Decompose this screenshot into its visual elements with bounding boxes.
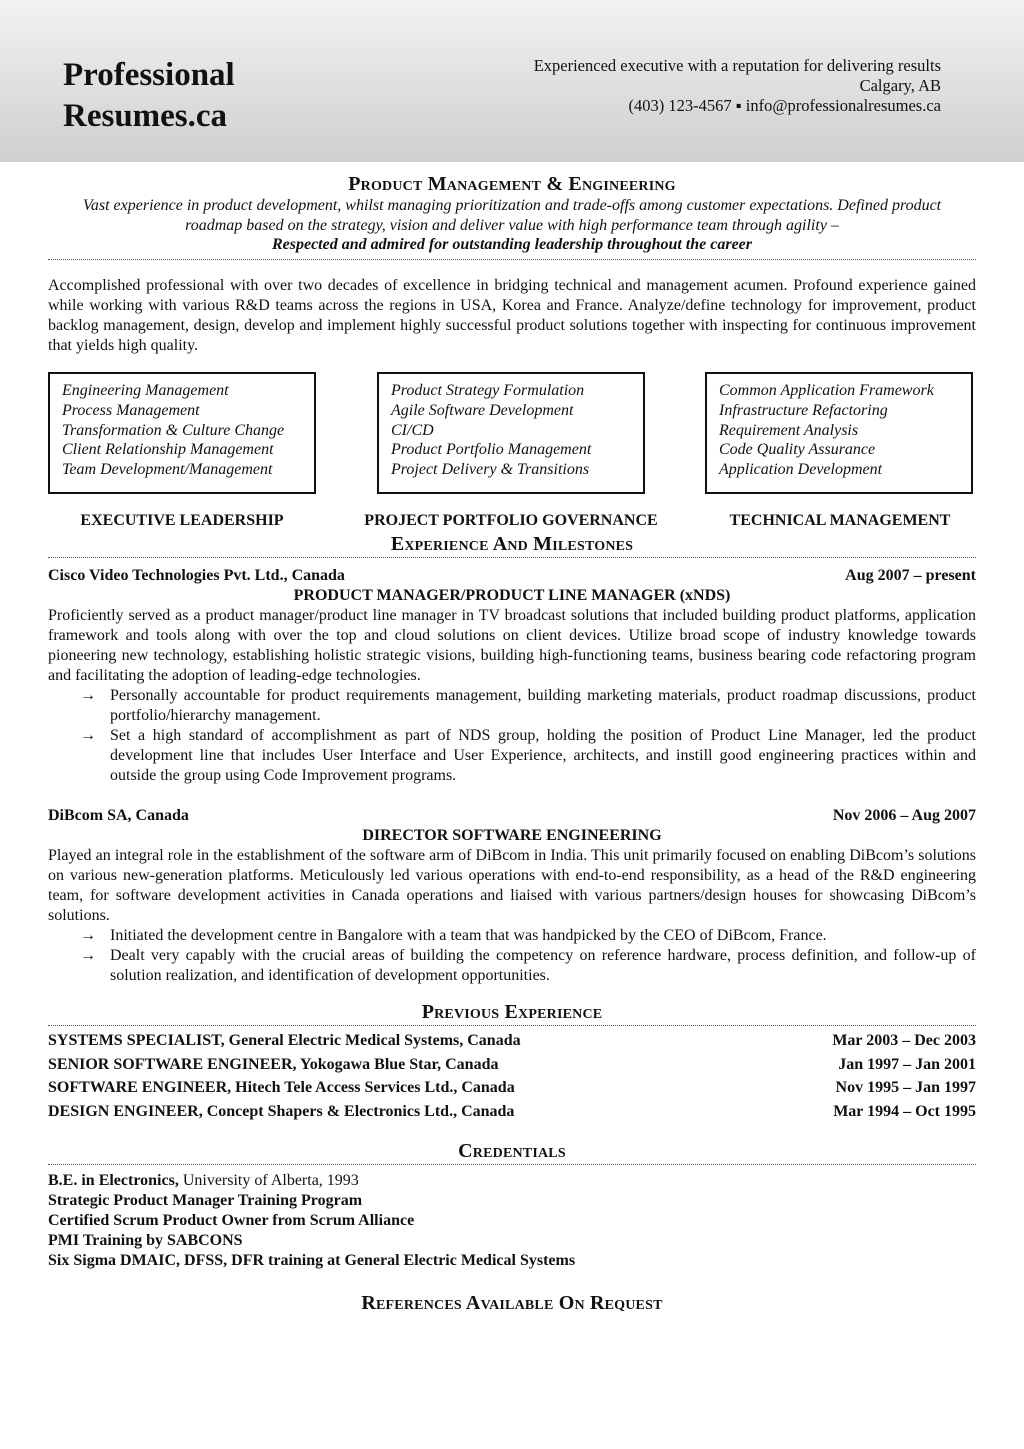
skill-item: Common Application Framework	[719, 382, 934, 399]
job-company: Cisco Video Technologies Pvt. Ltd., Canada	[48, 567, 345, 584]
previous-heading: Previous Experience	[421, 1001, 603, 1023]
skill-item: Client Relationship Management	[62, 441, 274, 459]
skill-box-label-portfolio: PROJECT PORTFOLIO GOVERNANCE	[364, 512, 658, 529]
credential-item: Strategic Product Manager Training Program	[48, 1192, 363, 1209]
skill-item: Infrastructure Refactoring	[719, 401, 888, 419]
skill-item: Product Portfolio Management	[391, 441, 592, 459]
job-role: DIRECTOR SOFTWARE ENGINEERING	[362, 827, 662, 844]
skill-box-technical	[705, 372, 973, 494]
header-band	[0, 0, 1024, 162]
page-title: Product Management & Engineering	[348, 173, 676, 195]
summary-paragraph: Accomplished professional with over two decades of excellence in bridging technical and management acumen. Profound experience gained while working with various R&D teams across the regions in USA, Korea and France. Analyze/define technology for improvement, product backlog management, design, develop and implement highly successful product solutions together with inspecting for continuous improvement that yields high quality.	[48, 277, 976, 354]
skill-item: Product Strategy Formulation	[391, 382, 585, 399]
divider	[48, 1025, 976, 1026]
resume-body	[48, 172, 976, 1315]
skill-item: Engineering Management	[62, 382, 229, 399]
job-description: Played an integral role in the establishment of the software arm of DiBcom in India. This unit primarily focused on enabling DiBcom’s solutions on various new-generation platforms. Meticulously led various operations with end-to-end responsibility, as a head of the R&D engineering team, for software development activities in Canada operations and liaised with various partners/design houses for showcasing DiBcom’s solutions.	[48, 847, 976, 924]
contact-block	[534, 56, 941, 116]
skill-boxes	[48, 372, 976, 532]
skill-box-label-technical: TECHNICAL MANAGEMENT	[729, 512, 951, 529]
previous-row: SYSTEMS SPECIALIST, General Electric Medical Systems, Canada Mar 2003 – Dec 2003	[48, 1032, 976, 1049]
divider	[48, 1164, 976, 1165]
credential-item: PMI Training by SABCONS	[48, 1232, 243, 1249]
credentials-list	[48, 1171, 976, 1271]
skill-item: Project Delivery & Transitions	[391, 461, 590, 479]
divider	[48, 557, 976, 558]
arrow-icon: →	[80, 687, 96, 704]
contact-tagline: Experienced executive with a reputation for delivering results	[533, 56, 941, 75]
title-tagline-bold: Respected and admired for outstanding leadership throughout the career	[271, 236, 753, 253]
skill-box-label-executive: EXECUTIVE LEADERSHIP	[80, 512, 284, 529]
references-note: References Available On Request	[361, 1292, 663, 1314]
skill-box-executive	[48, 372, 316, 494]
skill-item: Application Development	[719, 461, 883, 479]
skill-item: Requirement Analysis	[719, 421, 859, 439]
arrow-icon: →	[80, 927, 96, 944]
job-bullets	[48, 686, 976, 786]
job-bullet: → Set a high standard of accomplishment as part of NDS group, holding the position of Product Line Manager, led the product development line that includes User Interface and User Experience, architects, and instill good engineering practices within and outside the group using Code Improvement programs.	[80, 727, 976, 784]
skill-item: Transformation & Culture Change	[62, 421, 285, 439]
job-bullet: → Dealt very capably with the crucial areas of building the competency on reference hardware, process definition, and follow-up of solution realization, and identification of development opportunities.	[80, 947, 976, 984]
brand-logo-text	[63, 55, 323, 137]
credential-item: Six Sigma DMAIC, DFSS, DFR training at General Electric Medical Systems	[48, 1252, 576, 1269]
title-tagline: Vast experience in product development, whilst managing prioritization and trade-offs among customer expectations. Defined product roadmap based on the strategy, vision and deliver value with high performance team through agility –	[82, 197, 942, 234]
arrow-icon: →	[80, 947, 96, 964]
contact-city: Calgary, AB	[859, 76, 941, 95]
job-bullet: → Initiated the development centre in Bangalore with a team that was handpicked by the CEO of DiBcom, France.	[80, 927, 827, 944]
job-dates: Aug 2007 – present	[845, 567, 976, 584]
experience-heading: Experience And Milestones	[390, 533, 634, 555]
credential-item: Certified Scrum Product Owner from Scrum Alliance	[48, 1212, 415, 1229]
job-role: PRODUCT MANAGER/PRODUCT LINE MANAGER (xNDS)	[293, 587, 731, 604]
job-entry-cisco	[48, 566, 976, 786]
arrow-icon: →	[80, 727, 96, 744]
job-bullet: → Personally accountable for product requirements management, building marketing materials, product roadmap discussions, product portfolio/hierarchy management.	[80, 687, 976, 724]
credentials-heading: Credentials	[458, 1140, 566, 1162]
job-entry-dibcom	[48, 806, 976, 986]
skill-item: Agile Software Development	[391, 401, 574, 419]
job-header	[48, 566, 976, 586]
skill-box-portfolio	[377, 372, 645, 494]
job-dates: Nov 2006 – Aug 2007	[832, 807, 976, 824]
skill-item: Code Quality Assurance	[719, 441, 876, 459]
job-description: Proficiently served as a product manager/product line manager in TV broadcast solutions that included building product platforms, application framework and tools along with over the top and cloud solutions on client devices. Utilize broad scope of industry knowledge towards pioneering new technology, establishing holistic strategic visions, building high-functioning teams, business bearing code refactoring program and facilitating the adoption of leading-edge technologies.	[48, 607, 976, 684]
previous-row: SENIOR SOFTWARE ENGINEER, Yokogawa Blue Star, Canada Jan 1997 – Jan 2001	[48, 1055, 976, 1073]
skill-item: Process Management	[62, 401, 200, 419]
contact-phone-email: (403) 123-4567 ▪ info@professionalresumes.ca	[628, 96, 941, 115]
previous-row: SOFTWARE ENGINEER, Hitech Tele Access Services Ltd., Canada Nov 1995 – Jan 1997	[48, 1079, 976, 1096]
job-header	[48, 806, 976, 826]
divider	[48, 259, 976, 260]
previous-row: DESIGN ENGINEER, Concept Shapers & Electronics Ltd., Canada Mar 1994 – Oct 1995	[48, 1102, 976, 1120]
brand-line-2: Resumes.ca	[63, 98, 228, 134]
credential-degree: B.E. in Electronics, University of Alberta, 1993	[48, 1172, 359, 1189]
skill-item: CI/CD	[391, 421, 434, 439]
job-bullets	[48, 926, 976, 986]
job-company: DiBcom SA, Canada	[48, 807, 189, 824]
skill-item: Team Development/Management	[62, 461, 273, 479]
brand-line-1: Professional	[63, 57, 235, 93]
previous-list	[48, 1029, 976, 1123]
